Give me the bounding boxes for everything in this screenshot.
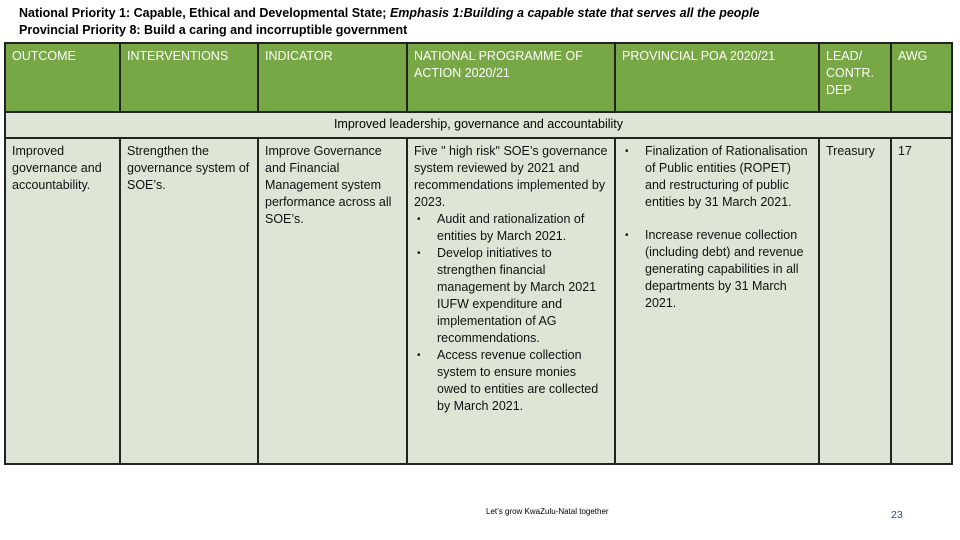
list-item: • Increase revenue collection (including debt) and revenue generating capabilities in all departments by 31 March 2021. xyxy=(622,227,812,312)
page-number: 23 xyxy=(891,509,903,521)
cell-national-programme xyxy=(407,138,615,464)
header-outcome: OUTCOME xyxy=(5,43,120,112)
header-national-programme: NATIONAL PROGRAMME OF ACTION 2020/21 xyxy=(407,43,615,112)
table-header-row xyxy=(5,43,952,112)
npoa-intro: Five " high risk" SOE’s governance system reviewed by 2021 and recommendations implemented by 2023. xyxy=(414,144,608,209)
header-provincial-poa: PROVINCIAL POA 2020/21 xyxy=(615,43,819,112)
footer-slogan: Let’s grow KwaZulu-Natal together xyxy=(486,507,609,516)
priority-table xyxy=(4,42,953,465)
list-item: • Develop initiatives to strengthen financial management by March 2021 IUFW expenditure and implementation of AG recommendations. xyxy=(414,245,608,347)
table-section-row xyxy=(5,112,952,138)
title-line-national-priority xyxy=(19,5,760,22)
cell-outcome: Improved governance and accountability. xyxy=(5,138,120,464)
cell-lead-department: Treasury xyxy=(819,138,891,464)
ppoa-bullet-list xyxy=(622,143,812,312)
cell-provincial-poa xyxy=(615,138,819,464)
cell-indicator: Improve Governance and Financial Management system performance across all SOE’s. xyxy=(258,138,407,464)
section-title: Improved leadership, governance and accountability xyxy=(5,112,952,138)
title-prefix: National Priority 1: Capable, Ethical and Developmental State; xyxy=(19,6,390,20)
list-item: • Finalization of Rationalisation of Public entities (ROPET) and restructuring of public entities by 31 March 2021. xyxy=(622,143,812,211)
header-awg: AWG xyxy=(891,43,952,112)
header-indicator: INDICATOR xyxy=(258,43,407,112)
header-lead-department: LEAD/ CONTR. DEP xyxy=(819,43,891,112)
header-interventions: INTERVENTIONS xyxy=(120,43,258,112)
table-row xyxy=(5,138,952,464)
title-emphasis: Emphasis 1:Building a capable state that serves all the people xyxy=(389,6,760,20)
list-item: • Access revenue collection system to ensure monies owed to entities are collected by March 2021. xyxy=(414,347,608,415)
slide-title xyxy=(19,5,760,39)
npoa-bullet-list xyxy=(414,211,608,415)
list-item: • Audit and rationalization of entities by March 2021. xyxy=(414,211,608,245)
title-line-provincial-priority: Provincial Priority 8: Build a caring and incorruptible government xyxy=(19,23,408,37)
cell-intervention: Strengthen the governance system of SOE’s. xyxy=(120,138,258,464)
cell-awg: 17 xyxy=(891,138,952,464)
